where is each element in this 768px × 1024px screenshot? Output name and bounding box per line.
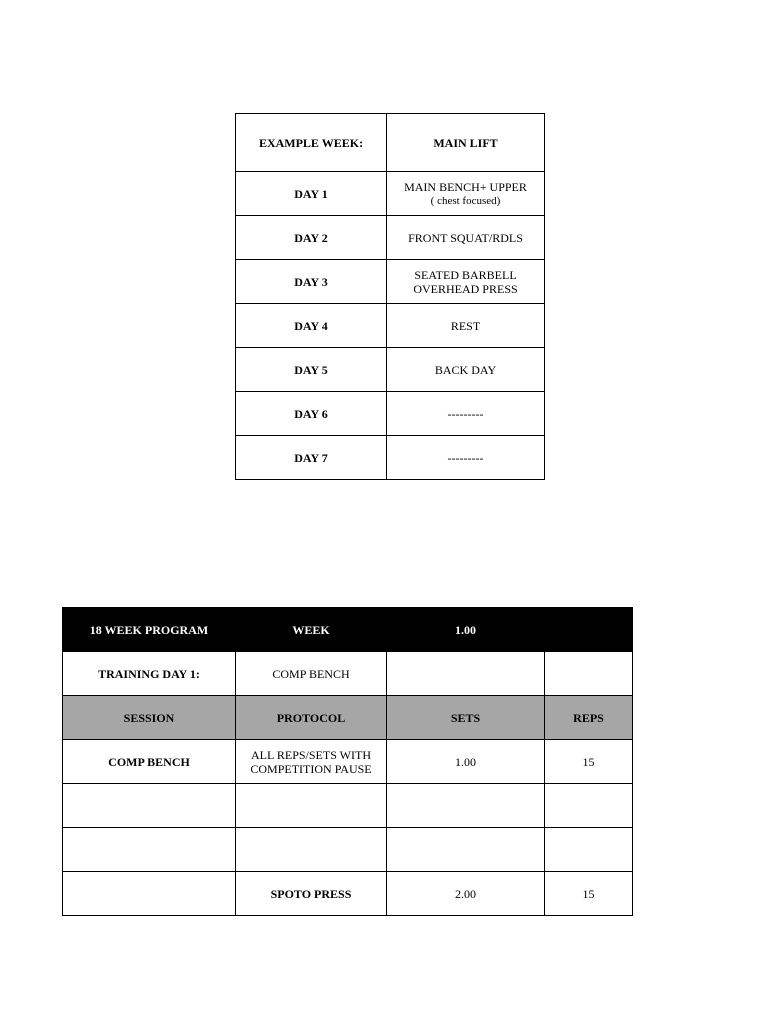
table-row xyxy=(236,260,545,304)
lift-cell: BACK DAY xyxy=(387,348,545,392)
session-cell: COMP BENCH xyxy=(63,740,236,784)
day-label: DAY 4 xyxy=(236,304,387,348)
protocol-cell xyxy=(236,828,387,872)
sets-cell xyxy=(387,828,545,872)
table-row xyxy=(63,872,633,916)
example-week-header: EXAMPLE WEEK: xyxy=(236,114,387,172)
lift-cell xyxy=(387,172,545,216)
day-label: DAY 2 xyxy=(236,216,387,260)
column-header-row xyxy=(63,696,633,740)
lift-cell: --------- xyxy=(387,436,545,480)
training-day-row xyxy=(63,652,633,696)
empty-cell xyxy=(387,652,545,696)
lift-cell: --------- xyxy=(387,392,545,436)
empty-cell xyxy=(545,652,633,696)
reps-cell xyxy=(545,828,633,872)
reps-cell: 15 xyxy=(545,872,633,916)
lift-cell: REST xyxy=(387,304,545,348)
week-value: 1.00 xyxy=(387,608,545,652)
example-week-table xyxy=(235,113,545,480)
reps-cell xyxy=(545,784,633,828)
program-title-row xyxy=(63,608,633,652)
day-label: DAY 5 xyxy=(236,348,387,392)
lift-name: MAIN BENCH+ UPPER xyxy=(404,179,527,194)
main-lift-header: MAIN LIFT xyxy=(387,114,545,172)
table-row xyxy=(236,436,545,480)
day-label: DAY 1 xyxy=(236,172,387,216)
reps-cell: 15 xyxy=(545,740,633,784)
program-name: 18 WEEK PROGRAM xyxy=(63,608,236,652)
session-cell xyxy=(63,872,236,916)
protocol-header: PROTOCOL xyxy=(236,696,387,740)
table-row xyxy=(236,172,545,216)
table-row xyxy=(236,348,545,392)
session-cell xyxy=(63,828,236,872)
program-table xyxy=(62,607,633,916)
sets-cell xyxy=(387,784,545,828)
reps-header: REPS xyxy=(545,696,633,740)
session-cell xyxy=(63,784,236,828)
lift-note: ( chest focused) xyxy=(430,194,501,207)
week-label: WEEK xyxy=(236,608,387,652)
protocol-cell: SPOTO PRESS xyxy=(236,872,387,916)
table-row xyxy=(236,392,545,436)
title-empty-cell xyxy=(545,608,633,652)
lift-cell: SEATED BARBELL OVERHEAD PRESS xyxy=(387,260,545,304)
day-label: DAY 3 xyxy=(236,260,387,304)
sets-cell: 1.00 xyxy=(387,740,545,784)
table-row xyxy=(63,828,633,872)
sets-cell: 2.00 xyxy=(387,872,545,916)
day-label: DAY 7 xyxy=(236,436,387,480)
lift-cell: FRONT SQUAT/RDLS xyxy=(387,216,545,260)
protocol-cell xyxy=(236,784,387,828)
day-label: DAY 6 xyxy=(236,392,387,436)
session-header: SESSION xyxy=(63,696,236,740)
week-table-header-row xyxy=(236,114,545,172)
table-row xyxy=(236,304,545,348)
table-row xyxy=(63,784,633,828)
protocol-cell: ALL REPS/SETS WITH COMPETITION PAUSE xyxy=(236,740,387,784)
table-row xyxy=(63,740,633,784)
sets-header: SETS xyxy=(387,696,545,740)
table-row xyxy=(236,216,545,260)
training-day-value: COMP BENCH xyxy=(236,652,387,696)
training-day-label: TRAINING DAY 1: xyxy=(63,652,236,696)
